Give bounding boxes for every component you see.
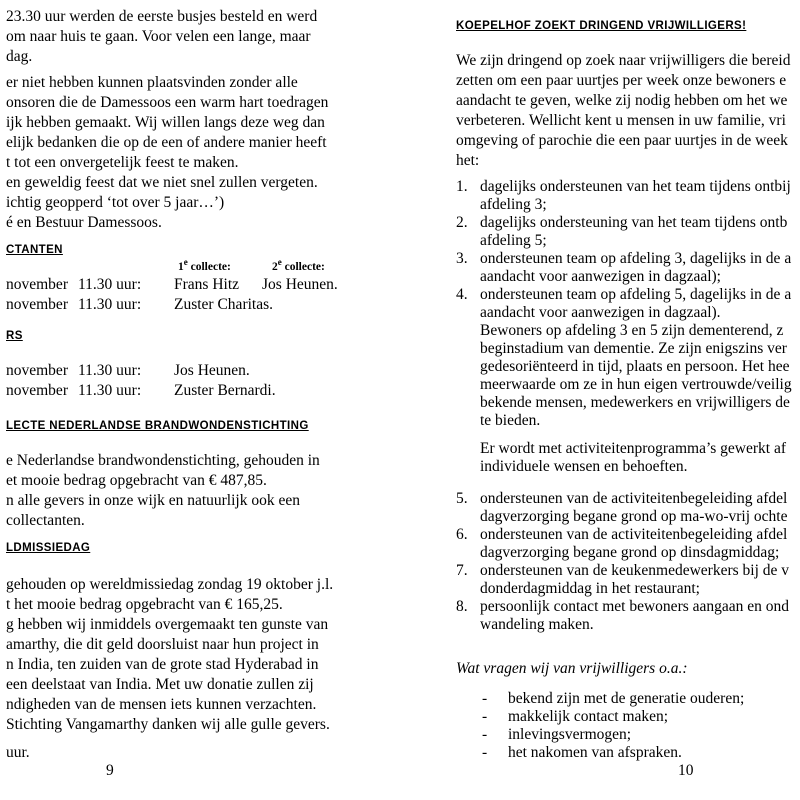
row-time: 11.30 uur:: [78, 296, 142, 313]
text-line: dagverzorging begane grond op dinsdagmiddag;: [480, 544, 780, 561]
right-page: [400, 0, 800, 800]
text-line: wandeling maken.: [480, 616, 594, 633]
text-line: ondersteunen team op afdeling 3, dagelijks in de a: [480, 250, 792, 267]
text-line: het nakomen van afspraken.: [508, 744, 682, 761]
text-line: We zijn dringend op zoek naar vrijwilligers die bereid: [456, 52, 791, 69]
text-line: onsoren die de Damessoos een warm hart toedragen: [6, 94, 329, 111]
text-line: verbeteren. Wellicht kent u mensen in uw familie, vri: [456, 112, 786, 129]
text-line: 23.30 uur werden de eerste busjes besteld en werd: [6, 8, 318, 25]
text-line: individuele wensen en behoeften.: [480, 458, 688, 475]
text-line: afdeling 3;: [480, 196, 547, 213]
text-line: collectanten.: [6, 512, 85, 529]
page-number: 10: [678, 762, 694, 779]
text-line: omgeving of parochie die een paar uurtjes in de week: [456, 132, 788, 149]
list-number: 4.: [456, 286, 468, 303]
text-line: gedesoriënteerd in tijd, plaats en persoon. Het hee: [480, 358, 790, 375]
text-line: bekende mensen, medewerkers en vrijwilligers de: [480, 394, 790, 411]
row-collectant-1: Frans Hitz: [174, 276, 240, 293]
text-line: ijk hebben gemaakt. Wij willen langs deze weg dan: [6, 114, 325, 131]
text-line: een deelstaat van India. Met uw donatie zullen zij: [6, 676, 314, 693]
text-line: makkelijk contact maken;: [508, 708, 669, 725]
row-collectant-1: Zuster Charitas.: [174, 296, 274, 313]
bullet-dash: -: [482, 744, 488, 761]
text-line: afdeling 5;: [480, 232, 547, 249]
row-name: Zuster Bernardi.: [174, 382, 276, 399]
list-number: 1.: [456, 178, 468, 195]
page-title: KOEPELHOF ZOEKT DRINGEND VRIJWILLIGERS!: [456, 20, 747, 32]
text-line: meerwaarde om ze in hun eigen vertrouwde/veilig: [480, 376, 792, 393]
text-line: dag.: [6, 48, 33, 65]
text-line: inlevingsvermogen;: [508, 726, 632, 743]
text-line: persoonlijk contact met bewoners aangaan en ond: [480, 598, 790, 615]
row-time: 11.30 uur:: [78, 276, 142, 293]
text-line: ondersteunen van de activiteitenbegeleiding afdel: [480, 526, 788, 543]
text-line: é en Bestuur Damessoos.: [6, 214, 162, 231]
collecte-1-label: 1e collecte:: [178, 257, 231, 273]
text-line: dagelijks ondersteunen van het team tijdens ontbij: [480, 178, 791, 195]
text-line: ondersteunen team op afdeling 5, dagelijks in de a: [480, 286, 792, 303]
row-name: Jos Heunen.: [174, 362, 250, 379]
text-line: zetten om een paar uurtjes per week onze bewoners e: [456, 72, 787, 89]
bullet-dash: -: [482, 726, 488, 743]
text-line: e Nederlandse brandwondenstichting, gehouden in: [6, 452, 320, 469]
row-date: november: [6, 296, 68, 313]
text-line: gehouden op wereldmissiedag zondag 19 oktober j.l.: [6, 576, 334, 593]
row-time: 11.30 uur:: [78, 382, 142, 399]
text-line: n alle gevers in onze wijk en natuurlijk ook een: [6, 492, 300, 509]
text-line: om naar huis te gaan. Voor velen een lange, maar: [6, 28, 311, 45]
row-date: november: [6, 382, 68, 399]
row-collectant-2: Jos Heunen.: [262, 276, 338, 293]
list-number: 3.: [456, 250, 468, 267]
text-line: ondersteunen van de keukenmedewerkers bij de v: [480, 562, 790, 579]
missie-heading: LDMISSIEDAG: [6, 542, 91, 554]
text-line: elijk bedanken die op de een of andere manier heeft: [6, 134, 327, 151]
text-line: uur.: [6, 744, 30, 761]
requirements-heading: Wat vragen wij van vrijwilligers o.a.:: [456, 660, 688, 677]
bullet-dash: -: [482, 708, 488, 725]
text-line: ndigheden van de mensen iets kunnen verzachten.: [6, 696, 317, 713]
text-line: te bieden.: [480, 412, 541, 429]
list-number: 6.: [456, 526, 468, 543]
text-line: amarthy, die dit geld doorsluist naar hun project in: [6, 636, 319, 653]
text-line: en geweldig feest dat we niet snel zullen vergeten.: [6, 174, 318, 191]
row-date: november: [6, 362, 68, 379]
text-line: g hebben wij inmiddels overgemaakt ten gunste van: [6, 616, 329, 633]
collecte-2-label: 2e collecte:: [272, 257, 325, 273]
text-line: t tot een onvergetelijk feest te maken.: [6, 154, 239, 171]
row-date: november: [6, 276, 68, 293]
text-line: het:: [456, 152, 480, 169]
text-line: Stichting Vangamarthy danken wij alle gulle gevers.: [6, 716, 330, 733]
text-line: aandacht voor aanwezigen in dagzaal);: [480, 268, 721, 285]
text-line: ondersteunen van de activiteitenbegeleiding afdel: [480, 490, 788, 507]
list-number: 7.: [456, 562, 468, 579]
bullet-dash: -: [482, 690, 488, 707]
list-number: 2.: [456, 214, 468, 231]
text-line: aandacht te geven, welke zij nodig hebben om het we: [456, 92, 788, 109]
brandwonden-heading: LECTE NEDERLANDSE BRANDWONDENSTICHTING: [6, 420, 309, 432]
lectoren-heading: RS: [6, 330, 23, 342]
list-number: 8.: [456, 598, 468, 615]
text-line: ichtig geopperd ‘tot over 5 jaar…’): [6, 194, 225, 211]
text-line: et mooie bedrag opgebracht van € 487,85.: [6, 472, 267, 489]
list-number: 5.: [456, 490, 468, 507]
text-line: dagverzorging begane grond op ma-wo-vrij ochte: [480, 508, 788, 525]
text-line: dagelijks ondersteuning van het team tijdens ontb: [480, 214, 788, 231]
text-line: aandacht voor aanwezigen in dagzaal).: [480, 304, 721, 321]
row-time: 11.30 uur:: [78, 362, 142, 379]
collectanten-heading: CTANTEN: [6, 244, 63, 256]
text-line: donderdagmiddag in het restaurant;: [480, 580, 700, 597]
text-line: t het mooie bedrag opgebracht van € 165,25.: [6, 596, 283, 613]
text-line: bekend zijn met de generatie ouderen;: [508, 690, 745, 707]
text-line: beginstadium van dementie. Ze zijn enigszins ver: [480, 340, 787, 357]
text-line: n India, ten zuiden van de grote stad Hyderabad in: [6, 656, 319, 673]
text-line: Er wordt met activiteitenprogramma’s gewerkt af: [480, 440, 787, 457]
page-number: 9: [106, 762, 114, 779]
text-line: Bewoners op afdeling 3 en 5 zijn dementerend, z: [480, 322, 784, 339]
text-line: er niet hebben kunnen plaatsvinden zonder alle: [6, 74, 298, 91]
